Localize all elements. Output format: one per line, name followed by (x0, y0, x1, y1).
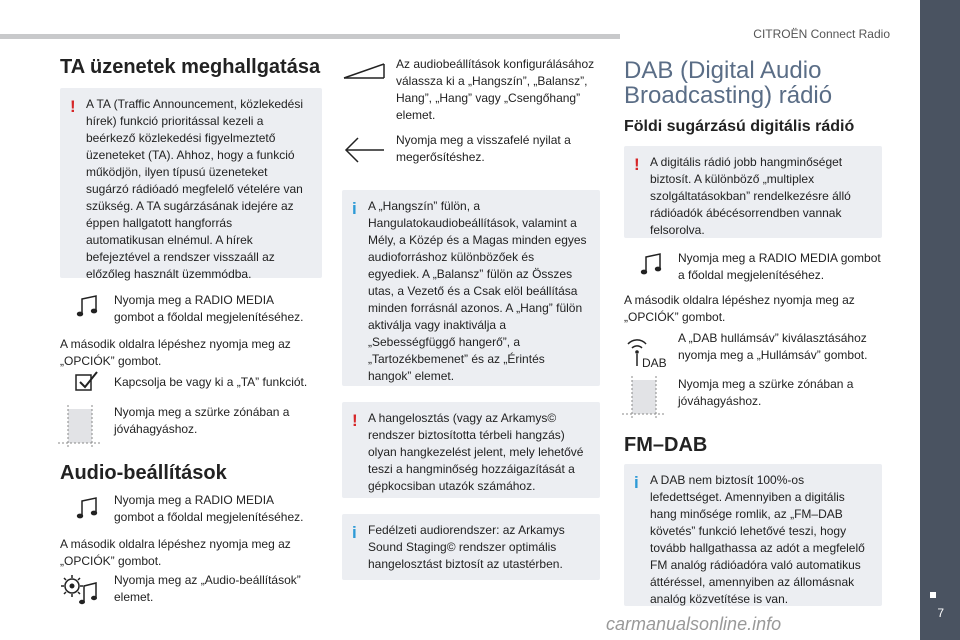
side-bullet (930, 592, 936, 598)
terrestrial-subtitle: Földi sugárzású digitális rádió (624, 118, 855, 135)
dab-section-title: DAB (Digital Audio Broadcasting) rádió (624, 57, 833, 110)
back-arrow-icon (342, 134, 386, 166)
info-icon: i (352, 199, 357, 218)
warning-icon: ! (634, 155, 640, 174)
slider-icon (342, 60, 386, 82)
info-icon: i (634, 473, 639, 492)
header-rule (0, 34, 620, 39)
side-tab (920, 0, 960, 640)
ta-warning-text: A TA (Traffic Announcement, közlekedési hírek) funkció prioritással kezeli a beérkező közlekedési figyelmeztető üzeneteket (TA). Ahhoz, hogy a funkció működjön, ilyen típusú üzeneteket sugárzó rádióadó megfelelő vételére van szükség. A TA sugárzásának idejére az éppen hallgatott hangforrás automatikusan elnémul. A hírek befejeztével a rendszer visszaáll az előzőleg használt üzemmódba. (86, 97, 304, 281)
dab-step-confirm: Nyomja meg a szürke zónában a jóváhagyáshoz. (678, 377, 854, 408)
music-note-icon (640, 252, 664, 278)
hangszin-info-text: A „Hangszín” fülön, a Hangulatokaudiobeállítások, valamint a Mély, a Közép és a Magas minden egyes audioforráshoz különbözőek és egyediek. A „Balansz” fülön az Összes utas, a Vezető és a Csak elöl beállítása minden forrásnál azonos. A „Hang” fülön aktiválja vagy inaktiválja a „Sebességfüggő hangerő”, a „Tartozékbemenet” és az „Érintés hangok” elemet. (368, 199, 587, 383)
audio-section-title: Audio-beállítások (60, 462, 227, 484)
digital-radio-warning-text: A digitális rádió jobb hangminőséget biztosít. A különböző „multiplex szolgáltatásokban” rendelkezésre álló rádióadók ábécésorrendben vannak felsorolva. (650, 155, 851, 237)
dab-icon-label: DAB (642, 356, 667, 370)
dab-options-paragraph: A második oldalra lépéshez nyomja meg az „OPCIÓK” gombot. (624, 293, 855, 324)
ta-section-title: TA üzenetek meghallgatása (60, 56, 321, 78)
fmdab-section-title: FM–DAB (624, 434, 708, 456)
ta-step-confirm: Nyomja meg a szürke zónában a jóváhagyáshoz. (114, 405, 290, 436)
hangelosztas-warning-text: A hangelosztás (vagy az Arkamys© rendszer biztosította térbeli hangzás) olyan hangkezelést jelent, mely lehetővé teszi a hangminőség hozzáigazítását a gépkocsiban utazók számához. (368, 411, 584, 493)
fmdab-info-note (624, 464, 882, 606)
digital-radio-warning-note (624, 146, 882, 238)
page-number: 7 (937, 606, 944, 620)
back-arrow-step: Nyomja meg a visszafelé nyilat a megerősítéshez. (396, 133, 571, 164)
ta-warning-note (60, 88, 322, 281)
dab-step-band: A „DAB hullámsáv” kiválasztásához nyomja meg a „Hullámsáv” gombot. (678, 331, 868, 362)
audio-config-step: Az audiobeállítások konfigurálásához válassza ki a „Hangszín”, „Balansz”, Hang”, „Hang” vagy „Csengőhang” elemet. (396, 57, 595, 122)
running-header: CITROËN Connect Radio (753, 27, 890, 41)
dab-step-radio-media: Nyomja meg a RADIO MEDIA gombot a főoldal megjelenítéséhez. (678, 251, 881, 282)
arkamys-info-text: Fedélzeti audiorendszer: az Arkamys Sound Staging© rendszer optimális hangelosztást biztosít az utastérben. (368, 523, 565, 571)
ta-step-toggle: Kapcsolja be vagy ki a „TA” funkciót. (114, 375, 308, 389)
audio-options-paragraph: A második oldalra lépéshez nyomja meg az „OPCIÓK” gombot. (60, 537, 291, 568)
top-bar (0, 0, 960, 40)
checkbox-icon (74, 370, 100, 392)
music-note-icon (76, 496, 100, 522)
settings-music-icon (60, 572, 100, 606)
hangelosztas-warning-note (342, 402, 600, 498)
warning-icon: ! (352, 411, 358, 430)
info-icon: i (352, 523, 357, 542)
music-note-icon (76, 294, 100, 320)
dab-radio-icon (624, 336, 670, 370)
gray-zone-icon (622, 376, 666, 420)
fmdab-info-text: A DAB nem biztosít 100%-os lefedettséget. Amennyiben a digitális hang minősége romlik, az „FM–DAB követés” funkció lehetővé teszi, hogy tovább hallgathassa az adót a megfelelő FM analóg rádióadóra való automatikus áttéréssel, amennyiben az állomásnak analóg közvetítése is van. (650, 473, 865, 606)
arkamys-info-note (342, 514, 600, 580)
ta-options-paragraph: A második oldalra lépéshez nyomja meg az „OPCIÓK” gombot. (60, 337, 291, 368)
gray-zone-icon (58, 405, 102, 449)
watermark: carmanualsonline.info (606, 614, 782, 634)
warning-icon: ! (70, 97, 76, 116)
audio-step-radio-media: Nyomja meg a RADIO MEDIA gombot a főoldal megjelenítéséhez. (114, 493, 304, 524)
audio-step-settings: Nyomja meg az „Audio-beállítások” elemet. (114, 573, 301, 604)
ta-step-radio-media: Nyomja meg a RADIO MEDIA gombot a főoldal megjelenítéséhez. (114, 293, 304, 324)
hangszin-info-note (342, 190, 600, 386)
